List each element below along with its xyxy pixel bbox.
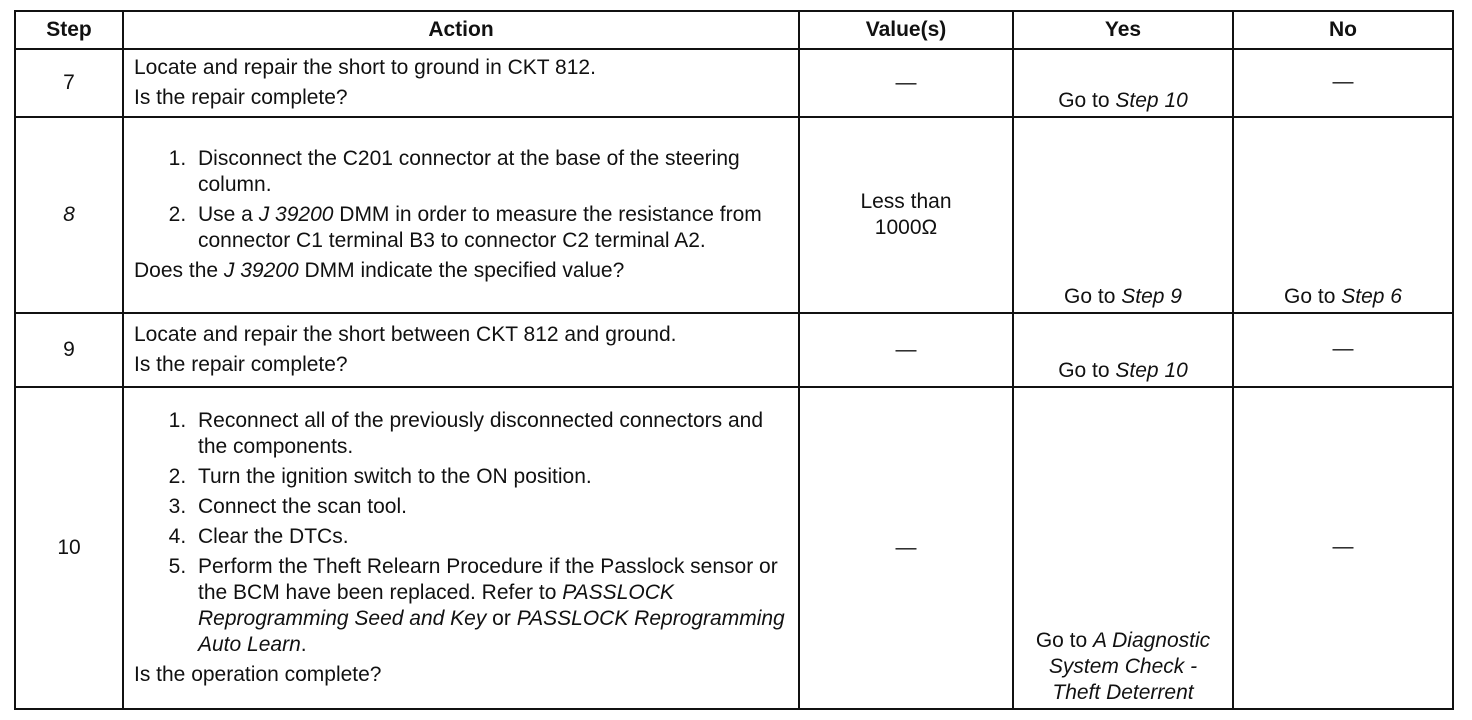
step-number: 10 <box>15 387 123 709</box>
table-row <box>15 49 1453 117</box>
action-list <box>134 408 788 658</box>
question-text: DMM indicate the specified value? <box>298 259 625 282</box>
action-question: Is the repair complete? <box>134 353 348 376</box>
action-cell <box>123 117 799 313</box>
value-cell <box>799 313 1013 387</box>
step-reference: Step 10 <box>1115 89 1188 112</box>
yes-cell <box>1013 49 1233 117</box>
item-text: Perform the Theft Relearn Procedure if the Passlock sensor or the BCM have been replaced. Refer to <box>198 555 778 604</box>
no-dash: — <box>1332 70 1354 93</box>
action-question: Is the repair complete? <box>134 86 348 109</box>
header-row <box>15 11 1453 49</box>
diagnostic-reference: A Diagnostic System Check - Theft Deterrent <box>1048 629 1211 704</box>
header-step: Step <box>15 11 123 49</box>
go-to-label: Go to <box>1284 285 1336 308</box>
item-text: DMM in order to measure the resistance from connector C1 terminal B3 to connector C2 terminal A2. <box>198 203 762 252</box>
yes-cell <box>1013 117 1233 313</box>
header-no: No <box>1233 11 1453 49</box>
action-cell <box>123 387 799 709</box>
action-text: Locate and repair the short between CKT 812 and ground. <box>134 323 677 346</box>
value-dash: — <box>895 338 917 361</box>
no-dash: — <box>1332 535 1354 558</box>
list-item: 4. Clear the DTCs. <box>192 524 788 550</box>
step-reference: Step 9 <box>1121 285 1182 308</box>
go-to-label: Go to <box>1035 629 1088 652</box>
table-row <box>15 313 1453 387</box>
list-item: 1. Reconnect all of the previously disconnected connectors and the components. <box>192 408 788 460</box>
action-cell <box>123 313 799 387</box>
action-question: Is the operation complete? <box>134 663 382 686</box>
tool-name: J 39200 <box>223 259 299 282</box>
list-item <box>192 202 788 254</box>
value-cell <box>799 117 1013 313</box>
table-row <box>15 117 1453 313</box>
no-cell <box>1233 117 1453 313</box>
step-number: 9 <box>15 313 123 387</box>
action-text: Locate and repair the short to ground in CKT 812. <box>134 56 596 79</box>
value-line: Less than <box>860 190 952 213</box>
table-row <box>15 387 1453 709</box>
step-reference: Step 6 <box>1341 285 1402 308</box>
value-cell <box>799 387 1013 709</box>
step-number: 8 <box>15 117 123 313</box>
yes-cell <box>1013 387 1233 709</box>
yes-text <box>1033 628 1213 706</box>
reference-link: PASSLOCK Reprogramming Seed and Key <box>198 581 674 630</box>
reference-link: PASSLOCK Reprogramming Auto Learn <box>198 607 785 656</box>
tool-name: J 39200 <box>258 203 334 226</box>
go-to-label: Go to <box>1064 285 1116 308</box>
list-item: 2. Turn the ignition switch to the ON position. <box>192 464 788 490</box>
no-cell <box>1233 313 1453 387</box>
item-text: or <box>486 607 517 630</box>
yes-cell <box>1013 313 1233 387</box>
diagnostic-table <box>14 10 1454 710</box>
header-values: Value(s) <box>799 11 1013 49</box>
header-yes: Yes <box>1013 11 1233 49</box>
list-item <box>192 554 788 658</box>
step-number: 7 <box>15 49 123 117</box>
value-dash: — <box>895 71 917 94</box>
no-cell <box>1233 49 1453 117</box>
go-to-label: Go to <box>1058 89 1110 112</box>
no-cell <box>1233 387 1453 709</box>
action-question <box>134 258 788 284</box>
step-reference: Step 10 <box>1115 359 1188 382</box>
action-list <box>134 146 788 254</box>
value-cell <box>799 49 1013 117</box>
header-action: Action <box>123 11 799 49</box>
go-to-label: Go to <box>1058 359 1110 382</box>
no-dash: — <box>1332 337 1354 360</box>
value-line: 1000Ω <box>874 216 938 239</box>
item-text: . <box>300 633 307 656</box>
list-item: 1. Disconnect the C201 connector at the base of the steering column. <box>192 146 788 198</box>
action-cell <box>123 49 799 117</box>
item-text: Use a <box>198 203 259 226</box>
value-dash: — <box>895 536 917 559</box>
question-text: Does the <box>134 259 224 282</box>
list-item: 3. Connect the scan tool. <box>192 494 788 520</box>
